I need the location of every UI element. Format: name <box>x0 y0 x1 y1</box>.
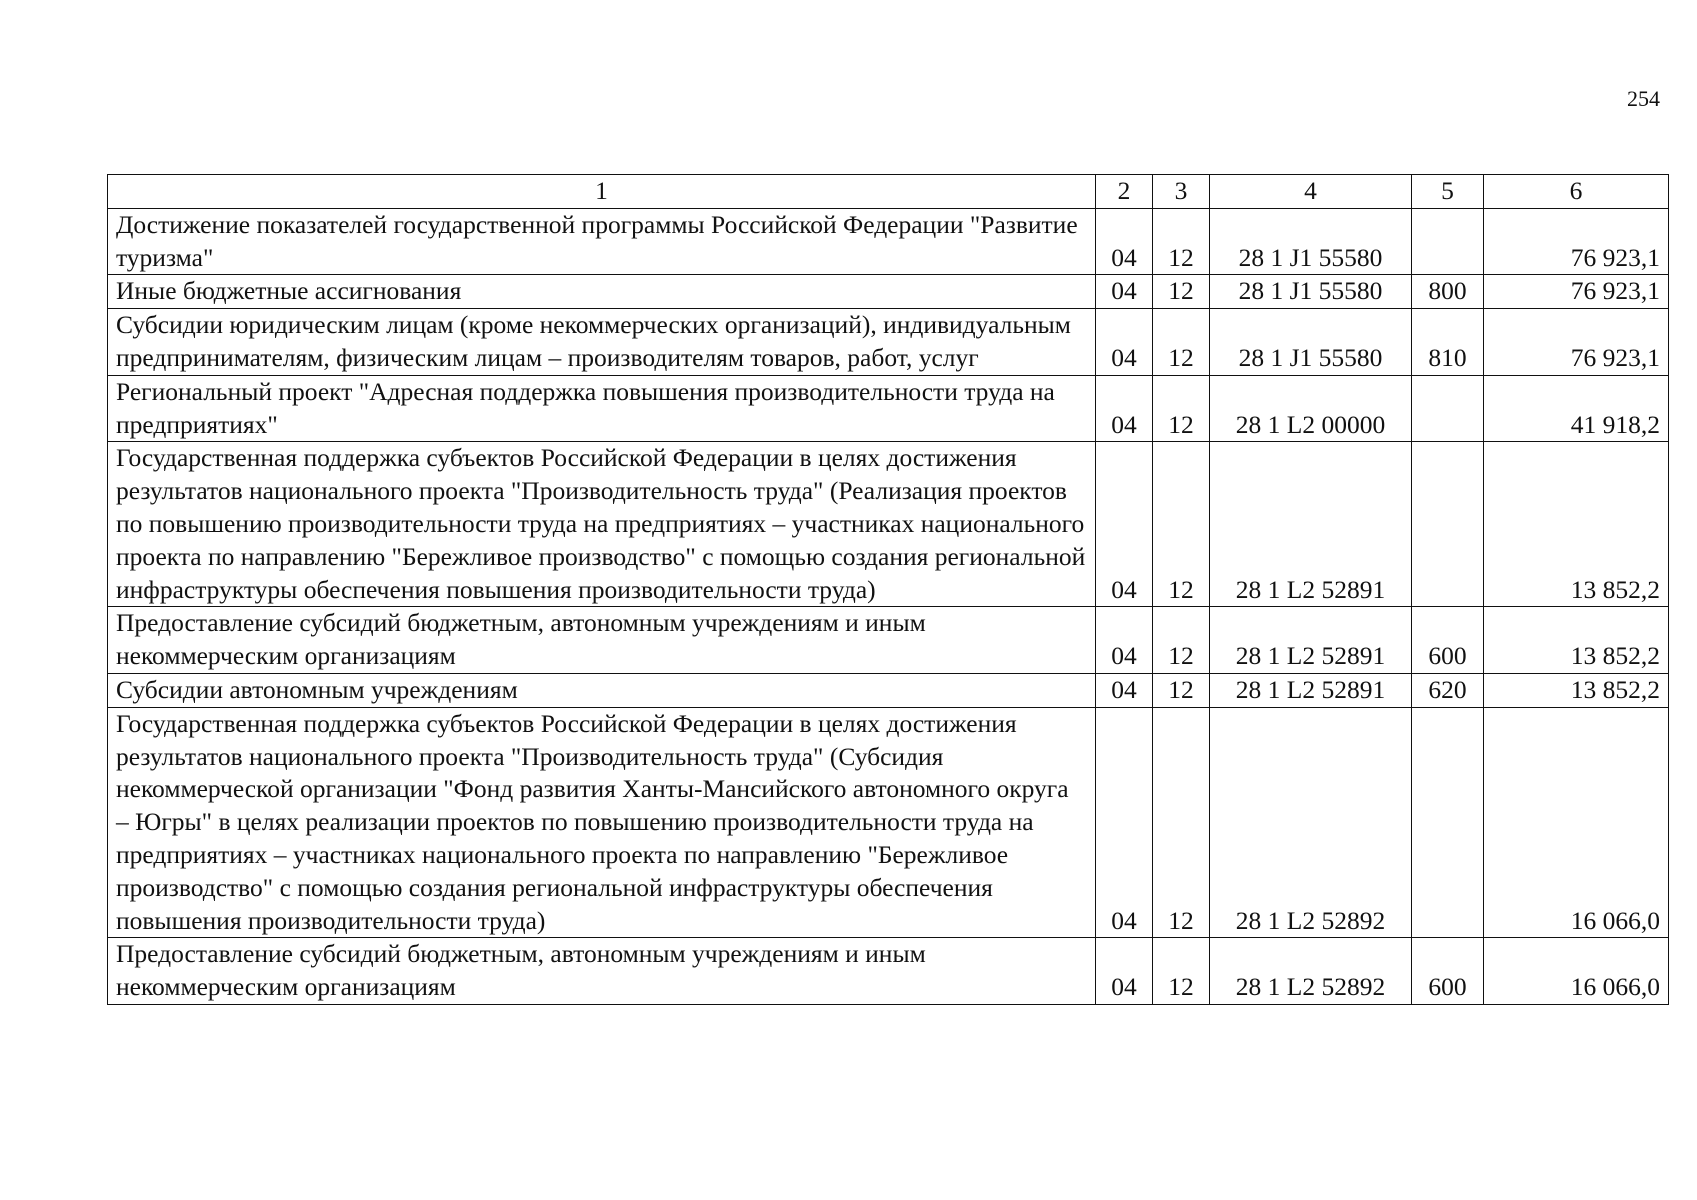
row-expense-type <box>1412 375 1484 442</box>
column-header-4: 4 <box>1210 175 1412 209</box>
row-subsection: 12 <box>1153 208 1210 275</box>
budget-table <box>107 174 1669 1005</box>
row-target-article: 28 1 L2 52891 <box>1210 607 1412 674</box>
row-name: Достижение показателей государственной программы Российской Федерации "Развитие туризма" <box>108 208 1096 275</box>
row-expense-type: 800 <box>1412 275 1484 309</box>
row-section: 04 <box>1096 673 1153 707</box>
row-name: Субсидии автономным учреждениям <box>108 673 1096 707</box>
row-subsection: 12 <box>1153 275 1210 309</box>
row-subsection: 12 <box>1153 938 1210 1005</box>
row-subsection: 12 <box>1153 673 1210 707</box>
row-expense-type: 600 <box>1412 938 1484 1005</box>
row-target-article: 28 1 J1 55580 <box>1210 208 1412 275</box>
row-target-article: 28 1 L2 52892 <box>1210 707 1412 938</box>
row-name: Государственная поддержка субъектов Российской Федерации в целях достижения результатов национального проекта "Производительность труда" (Субсидия некоммерческой организации "Фонд развития Ханты-Мансийского автономного округа – Югры" в целях реализации проектов по повышению производительности труда на предприятиях – участниках национального проекта по направлению "Бережливое производство" с помощью создания региональной инфраструктуры обеспечения повышения производительности труда) <box>108 707 1096 938</box>
row-expense-type: 810 <box>1412 309 1484 376</box>
table-row <box>108 607 1669 674</box>
row-subsection: 12 <box>1153 607 1210 674</box>
table-row <box>108 673 1669 707</box>
column-header-5: 5 <box>1412 175 1484 209</box>
table-row <box>108 442 1669 607</box>
row-expense-type: 620 <box>1412 673 1484 707</box>
row-target-article: 28 1 L2 00000 <box>1210 375 1412 442</box>
row-target-article: 28 1 J1 55580 <box>1210 309 1412 376</box>
row-subsection: 12 <box>1153 309 1210 376</box>
column-header-2: 2 <box>1096 175 1153 209</box>
row-target-article: 28 1 J1 55580 <box>1210 275 1412 309</box>
table-row <box>108 375 1669 442</box>
row-name: Субсидии юридическим лицам (кроме некоммерческих организаций), индивидуальным предпринимателям, физическим лицам – производителям товаров, работ, услуг <box>108 309 1096 376</box>
table-header-row <box>108 175 1669 209</box>
row-amount: 13 852,2 <box>1484 442 1669 607</box>
row-amount: 13 852,2 <box>1484 607 1669 674</box>
table-row <box>108 309 1669 376</box>
row-section: 04 <box>1096 707 1153 938</box>
row-section: 04 <box>1096 309 1153 376</box>
row-expense-type <box>1412 707 1484 938</box>
column-header-6: 6 <box>1484 175 1669 209</box>
column-header-1: 1 <box>108 175 1096 209</box>
row-section: 04 <box>1096 375 1153 442</box>
row-name: Предоставление субсидий бюджетным, автономным учреждениям и иным некоммерческим организациям <box>108 607 1096 674</box>
page-number: 254 <box>1627 86 1660 111</box>
row-expense-type: 600 <box>1412 607 1484 674</box>
row-expense-type <box>1412 208 1484 275</box>
row-target-article: 28 1 L2 52891 <box>1210 442 1412 607</box>
row-subsection: 12 <box>1153 707 1210 938</box>
row-expense-type <box>1412 442 1484 607</box>
row-amount: 76 923,1 <box>1484 309 1669 376</box>
row-section: 04 <box>1096 275 1153 309</box>
table-row <box>108 275 1669 309</box>
table-row <box>108 208 1669 275</box>
row-subsection: 12 <box>1153 442 1210 607</box>
row-amount: 41 918,2 <box>1484 375 1669 442</box>
row-section: 04 <box>1096 208 1153 275</box>
row-section: 04 <box>1096 442 1153 607</box>
row-amount: 76 923,1 <box>1484 208 1669 275</box>
column-header-3: 3 <box>1153 175 1210 209</box>
row-name: Предоставление субсидий бюджетным, автономным учреждениям и иным некоммерческим организациям <box>108 938 1096 1005</box>
row-section: 04 <box>1096 607 1153 674</box>
row-subsection: 12 <box>1153 375 1210 442</box>
row-name: Государственная поддержка субъектов Российской Федерации в целях достижения результатов национального проекта "Производительность труда" (Реализация проектов по повышению производительности труда на предприятиях – участниках национального проекта по направлению "Бережливое производство" с помощью создания региональной инфраструктуры обеспечения повышения производительности труда) <box>108 442 1096 607</box>
row-target-article: 28 1 L2 52892 <box>1210 938 1412 1005</box>
table-row <box>108 707 1669 938</box>
row-amount: 13 852,2 <box>1484 673 1669 707</box>
row-amount: 16 066,0 <box>1484 707 1669 938</box>
row-amount: 76 923,1 <box>1484 275 1669 309</box>
row-amount: 16 066,0 <box>1484 938 1669 1005</box>
row-name: Региональный проект "Адресная поддержка повышения производительности труда на предприятиях" <box>108 375 1096 442</box>
row-section: 04 <box>1096 938 1153 1005</box>
row-target-article: 28 1 L2 52891 <box>1210 673 1412 707</box>
row-name: Иные бюджетные ассигнования <box>108 275 1096 309</box>
table-row <box>108 938 1669 1005</box>
